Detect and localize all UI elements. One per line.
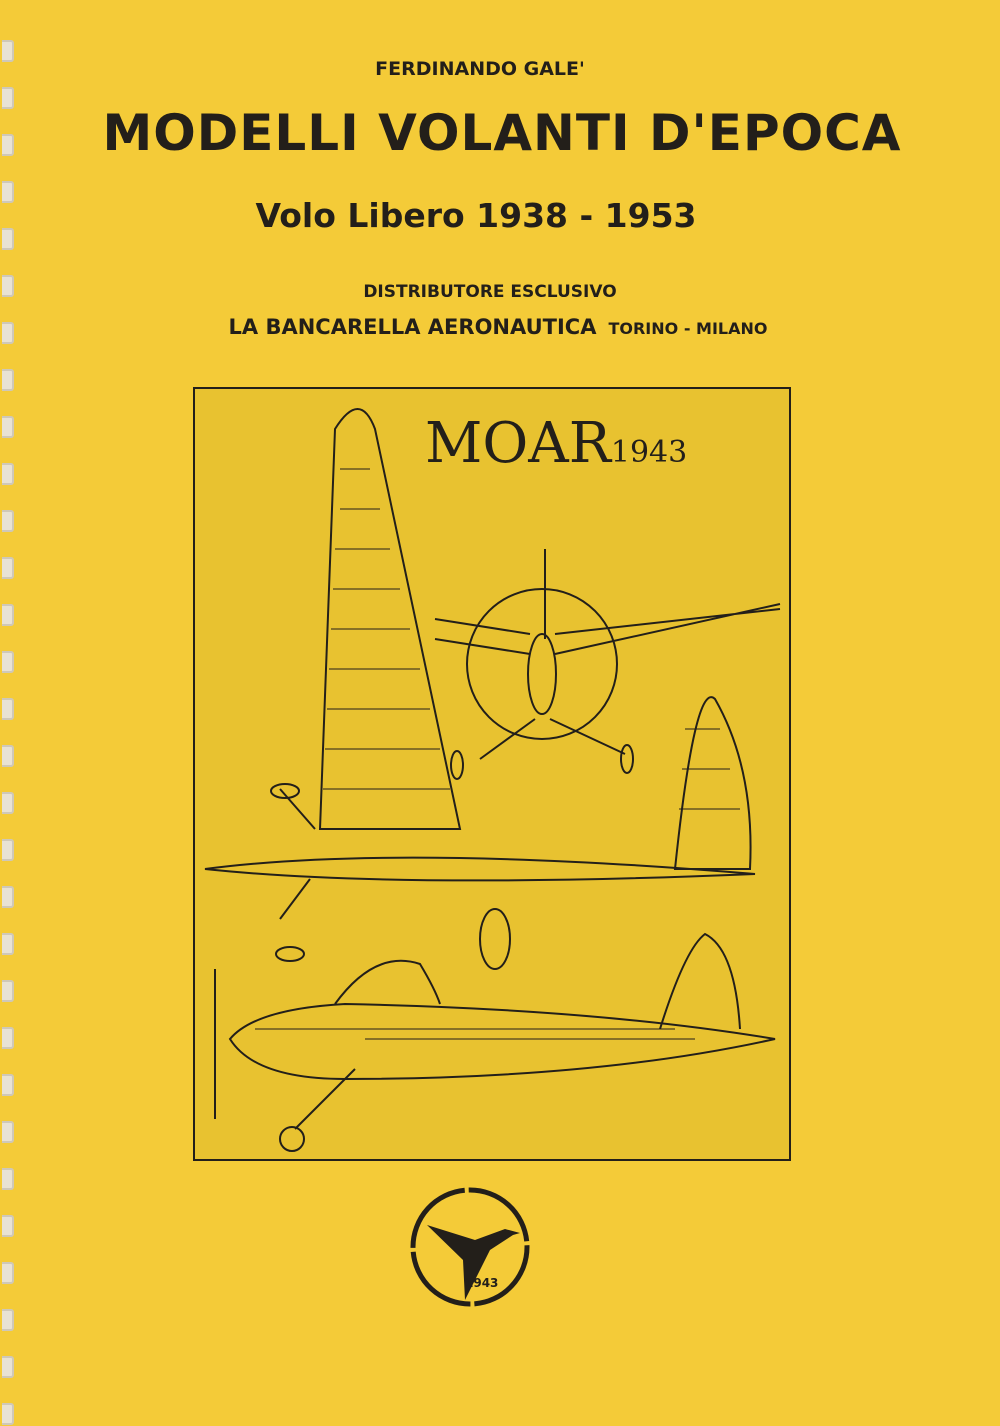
wing-side-view: [335, 961, 440, 1004]
binding-ring: [2, 1121, 14, 1143]
binding-ring: [2, 1215, 14, 1237]
fuselage-side-view: [230, 1004, 775, 1079]
plate-model-name: MOAR: [425, 411, 611, 476]
binding-ring: [2, 651, 14, 673]
author-name: FERDINANDO GALE': [375, 58, 585, 80]
binding-ring: [2, 1262, 14, 1284]
binding-ring: [2, 510, 14, 532]
publisher-logo-bird-icon: [405, 1185, 535, 1310]
logo-year: 1943: [465, 1276, 499, 1290]
aircraft-drawing-plate: [193, 387, 791, 1161]
binding-ring: [2, 1309, 14, 1331]
binding-ring: [2, 1403, 14, 1425]
binding-ring: [2, 1074, 14, 1096]
binding-ring: [2, 745, 14, 767]
binding-ring: [2, 604, 14, 626]
binding-ring: [2, 792, 14, 814]
book-title: MODELLI VOLANTI D'EPOCA: [102, 104, 902, 162]
binding-ring: [2, 1168, 14, 1190]
binding-ring: [2, 557, 14, 579]
binding-ring: [2, 839, 14, 861]
publisher-name: LA BANCARELLA AERONAUTICA: [228, 315, 597, 339]
fuselage-top-view: [205, 858, 755, 881]
propeller-and-gear: [215, 969, 355, 1129]
plate-year: 1943: [610, 435, 688, 470]
binding-ring: [2, 369, 14, 391]
binding-ring: [2, 886, 14, 908]
binding-ring: [2, 1356, 14, 1378]
book-subtitle: Volo Libero 1938 - 1953: [255, 196, 697, 235]
propeller-disc: [467, 589, 617, 739]
rib-hatching: [255, 469, 740, 1039]
binding-ring: [2, 980, 14, 1002]
binding-ring: [2, 698, 14, 720]
aircraft-three-view-drawing: [195, 389, 789, 1159]
binding-ring: [2, 463, 14, 485]
distributor-label: DISTRIBUTORE ESCLUSIVO: [363, 282, 617, 302]
publisher-cities: TORINO - MILANO: [608, 319, 768, 338]
stabilizer-top-view: [675, 697, 751, 869]
plate-title: [425, 411, 687, 476]
binding-ring: [2, 933, 14, 955]
publisher-line: [0, 315, 998, 339]
binding-ring: [2, 1027, 14, 1049]
binding-ring: [2, 416, 14, 438]
fuselage-front-view: [528, 634, 556, 714]
fin-side-view: [660, 934, 740, 1029]
